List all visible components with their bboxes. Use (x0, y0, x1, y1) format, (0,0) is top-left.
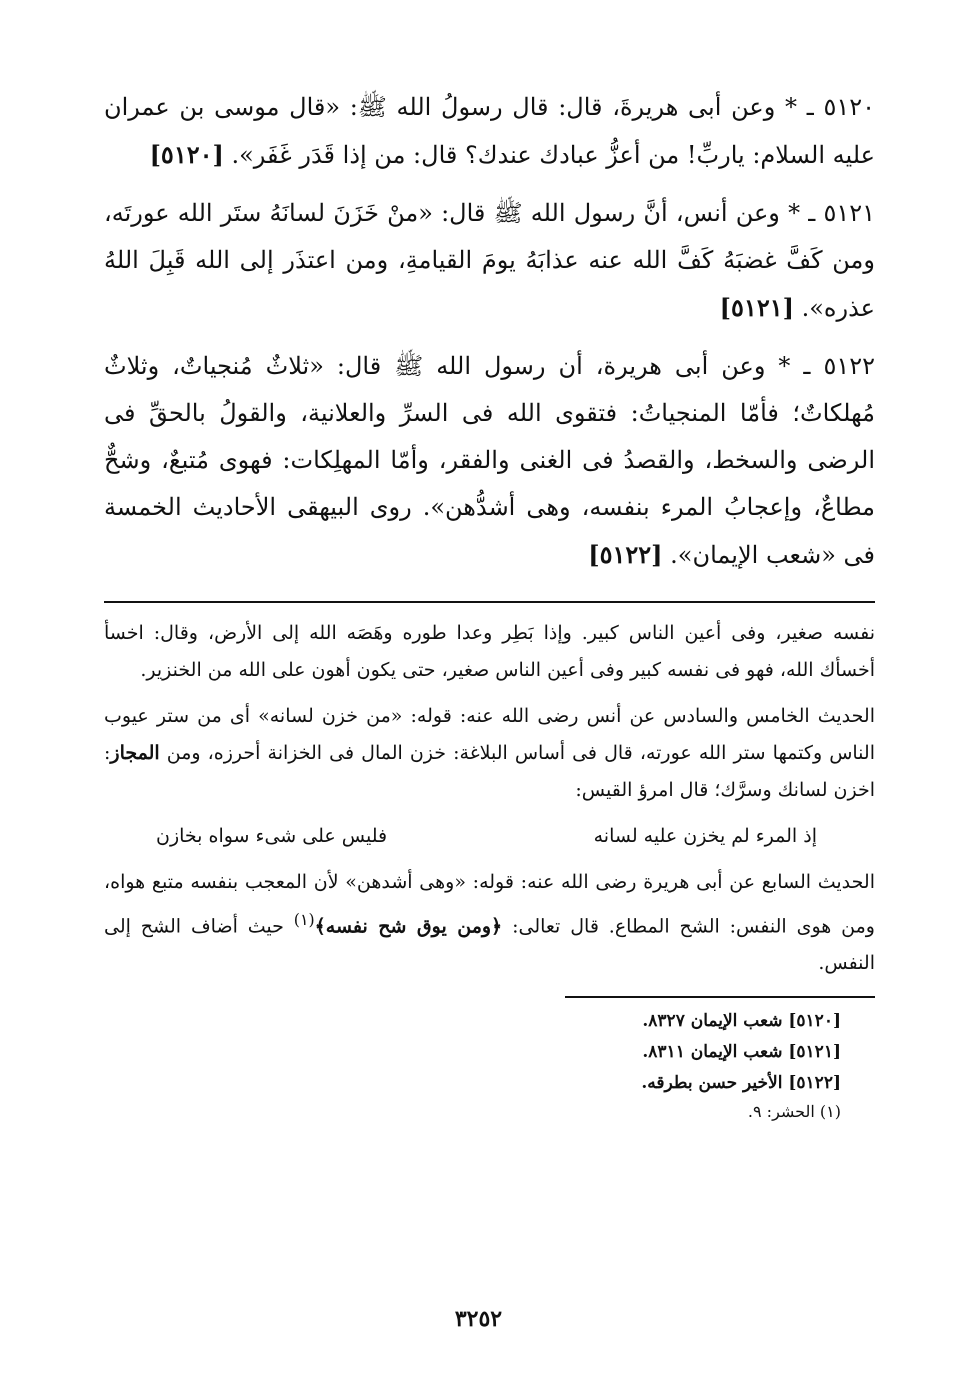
hadith-text: ٥١٢١ ـ * وعن أنس، أنَّ رسول الله ﷺ قال: «منْ خَزَنَ لسانَهُ ستَر الله عورتَه، ومن كَفَّ غضبَهُ كَفَّ الله عنه عذابَهُ يومَ القيامةِ، ومن اعتذَر إلى الله قَبِلَ اللهُ عذره». (104, 199, 875, 322)
footnotes (104, 1006, 875, 1125)
commentary-text: الحديث الخامس والسادس عن أنس رضى الله عنه: قوله: «من خزن لسانه» أى من ستر عيوب الناس وكتمها ستر الله عورته، قال فى أساس البلاغة: خزن المال فى الخزانة أحرزه، (104, 705, 875, 764)
hadith-5121 (104, 190, 875, 332)
commentary-text: الحديث السابع عن أبى هريرة رضى الله عنه: قوله: «وهى أشدهن» لأن المعجب بنفسه متبع هواه، ومن هوى النفس: الشح المطاع. قال تعالى: (104, 871, 875, 938)
commentary-paragraph-1: نفسه صغير، وفى أعين الناس كبير. وإذا بَطِر وعدا طوره وهَصَه الله إلى الأرض، وقال: اخسأ أخسأك الله، فهو فى نفسه كبير وفى أعين الناس صغير، حتى يكون أهون على الله من الخنزير. (104, 622, 875, 681)
commentary-text: : اخزن لسانك وسرَّك؛ قال امرؤ القيس: (104, 742, 875, 801)
verse-first-hemistich: إذ المرء لم يخزن عليه لسانه (593, 825, 817, 847)
hadith-text: ٥١٢٠ ـ * وعن أبى هريرةَ، قال: قال رسولُ الله ﷺ: «قال موسى بن عمران عليه السلام: ياربِّ! من أعزُّ عبادك عندك؟ قال: من إذا قَدَر غَفَر». (104, 93, 875, 169)
commentary-separator (104, 601, 875, 603)
footnote: [٥١٢٠] شعب الإيمان ٨٣٢٧. (642, 1011, 841, 1032)
footnote: (١) الحشر: ٩. (747, 1102, 841, 1122)
commentary-text: حيث أضاف الشح إلى النفس. (104, 915, 875, 975)
commentary-term: المجاز (110, 742, 160, 764)
hadith-text: ٥١٢٢ ـ * وعن أبى هريرة، أن رسول الله ﷺ قال: «ثلاثٌ مُنجياتٌ، وثلاثٌ مُهلكاتٌ؛ فأمّا المنجياتُ: فتقوى الله فى السرِّ والعلانية، والقولُ بالحقِّ فى الرضى والسخط، والقصدُ فى الغنى والفقر، وأمّا المهلِكات: فهوى مُتبعٌ، وشحٌّ مطاعٌ، وإعجابُ المرء بنفسه، وهى أشدُّهن». روى البيهقى الأحاديث الخمسة فى «شعب الإيمان». (104, 352, 875, 569)
hadith-5122 (104, 343, 875, 579)
quran-quote: ﴿ومن يوق شح نفسه﴾ (314, 915, 503, 938)
commentary-text: ومن (166, 742, 201, 764)
commentary-paragraph-2 (104, 698, 875, 809)
verse-second-hemistich: فليس على شىء سواه بخازن (156, 825, 388, 847)
page-number: ٣٢٥٢ (454, 1306, 503, 1332)
hadith-ref: [٥١٢١] (719, 293, 794, 322)
footnote-marker: (١) (293, 910, 315, 929)
footnote: [٥١٢١] شعب الإيمان ٨٣١١. (642, 1042, 841, 1063)
footnote: [٥١٢٢] الأخير حسن بطرقه. (641, 1073, 841, 1094)
hadith-ref: [٥١٢٢] (588, 540, 663, 569)
commentary-paragraph-3 (104, 864, 875, 982)
hadith-ref: [٥١٢٠] (149, 140, 224, 169)
hadith-5120 (104, 84, 875, 179)
footnotes-separator (565, 996, 875, 998)
poetry-verse (104, 818, 875, 855)
